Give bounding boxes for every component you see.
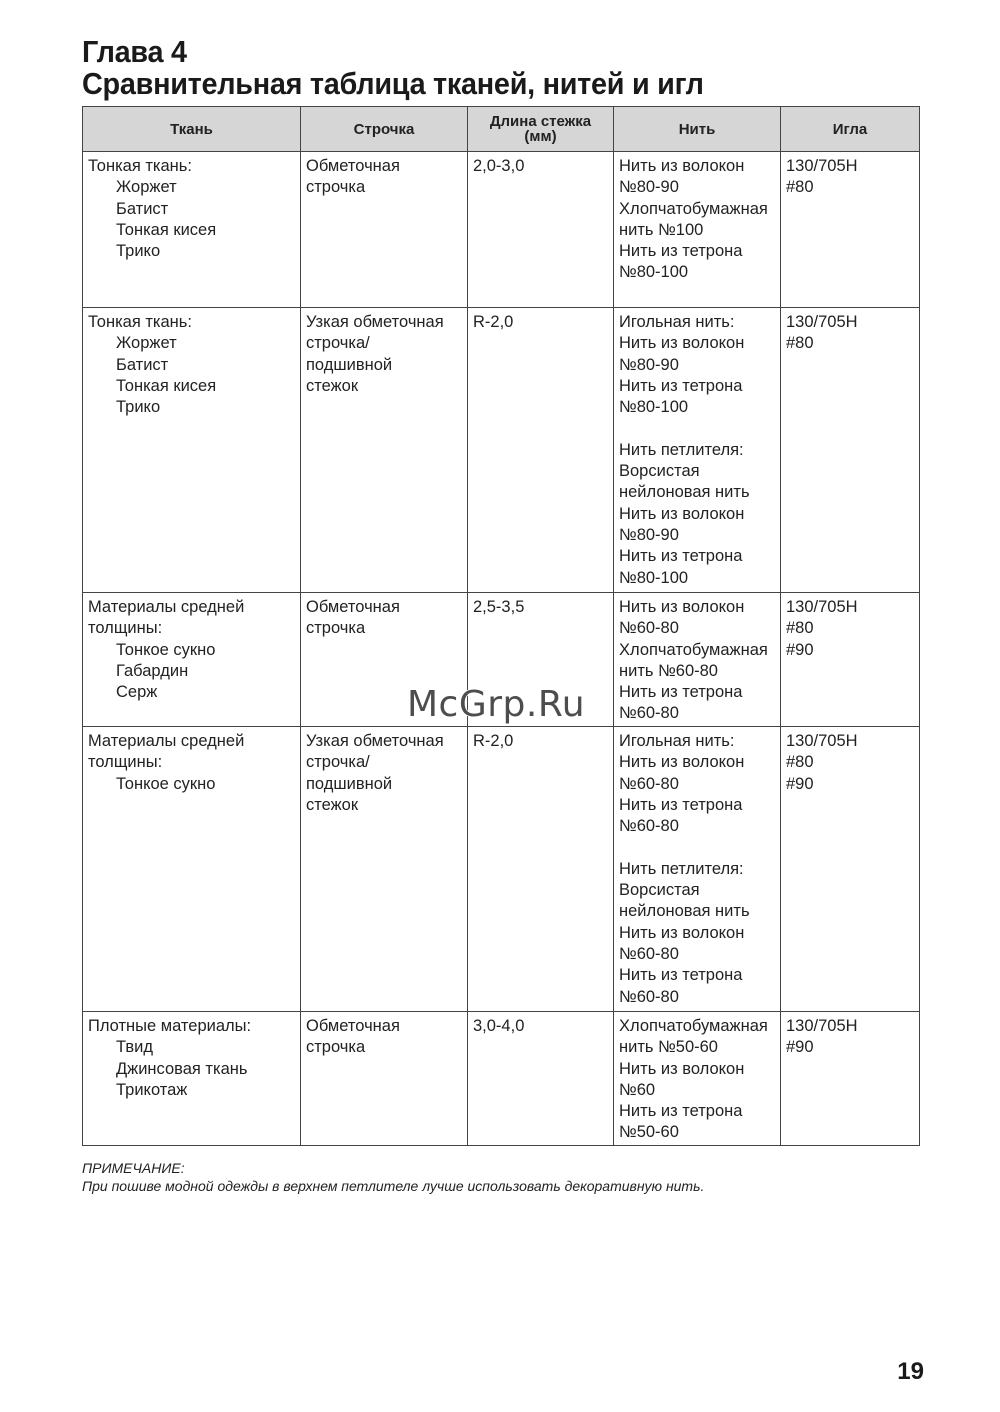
cell-needle — [781, 308, 920, 593]
header-needle: Игла — [781, 107, 920, 152]
cell-stitch — [301, 1012, 468, 1146]
cell-line: Серж — [116, 683, 158, 702]
header-stitch-length — [468, 107, 614, 152]
cell-line: Нить из волокон — [619, 753, 745, 772]
cell-line: 3,0-4,0 — [473, 1017, 525, 1035]
cell-line: №50-60 — [619, 1123, 679, 1142]
cell-line: 130/705H — [786, 1017, 858, 1035]
note-text: При пошиве модной одежды в верхнем петлителе лучше использовать декоративную нить. — [82, 1178, 705, 1194]
cell-line: #80 — [786, 178, 814, 197]
cell-line: толщины: — [88, 753, 163, 772]
header-thread: Нить — [614, 107, 781, 152]
cell-line: Узкая обметочная — [306, 313, 444, 331]
cell-line: №80-100 — [619, 568, 689, 587]
cell-line: #90 — [786, 774, 814, 793]
chapter-title: Глава 4 — [82, 34, 187, 69]
cell-line: №80-100 — [619, 398, 689, 417]
cell-fabric — [83, 152, 301, 308]
page-heading — [82, 36, 704, 100]
cell-line: Габардин — [116, 661, 189, 680]
cell-line: строчка/ — [306, 334, 370, 353]
cell-needle — [781, 1012, 920, 1146]
cell-line: 130/705H — [786, 732, 858, 750]
cell-line: Нить петлителя: — [619, 859, 744, 878]
cell-line: Нить из волокон — [619, 157, 745, 175]
watermark: McGrp.Ru — [407, 684, 586, 725]
cell-line: Жоржет — [116, 334, 177, 353]
cell-line: #90 — [786, 1038, 814, 1057]
cell-line: Нить из волокон — [619, 334, 745, 353]
cell-line: Материалы средней — [88, 598, 245, 616]
cell-line: 130/705H — [786, 598, 858, 616]
cell-fabric — [83, 727, 301, 1012]
cell-line: нейлоновая нить — [619, 483, 750, 502]
cell-needle — [781, 152, 920, 308]
cell-line: Твид — [116, 1038, 153, 1057]
cell-line: Джинсовая ткань — [116, 1059, 248, 1078]
header-fabric: Ткань — [83, 107, 301, 152]
table-row — [83, 152, 920, 308]
table-row — [83, 1012, 920, 1146]
cell-line: Нить петлителя: — [619, 440, 744, 459]
cell-thread — [614, 152, 781, 308]
cell-line: Трико — [116, 242, 161, 261]
cell-line: Игольная нить: — [619, 732, 735, 750]
cell-line: №60-80 — [619, 774, 679, 793]
cell-line — [619, 837, 776, 858]
cell-fabric — [83, 593, 301, 727]
cell-line — [619, 418, 776, 439]
cell-length — [468, 727, 614, 1012]
cell-line: #90 — [786, 640, 814, 659]
cell-line: Хлопчатобумажная — [619, 640, 768, 659]
cell-line: 130/705H — [786, 313, 858, 331]
page-number: 19 — [897, 1358, 924, 1385]
cell-line: Нить из волокон — [619, 598, 745, 616]
cell-length — [468, 152, 614, 308]
cell-line: Ворсистая — [619, 881, 700, 900]
table-row — [83, 308, 920, 593]
cell-line: #80 — [786, 334, 814, 353]
cell-line: Плотные материалы: — [88, 1017, 252, 1035]
cell-line: 2,5-3,5 — [473, 598, 525, 616]
cell-line: нейлоновая нить — [619, 902, 750, 921]
cell-line: толщины: — [88, 619, 163, 638]
cell-line: нить №60-80 — [619, 661, 718, 680]
cell-line: №80-90 — [619, 355, 679, 374]
cell-line: №60-80 — [619, 817, 679, 836]
cell-line: #80 — [786, 619, 814, 638]
header-stitch: Строчка — [301, 107, 468, 152]
table-header-row — [83, 107, 920, 152]
cell-line: стежок — [306, 795, 359, 814]
cell-stitch — [301, 152, 468, 308]
cell-line: подшивной — [306, 355, 393, 374]
cell-line: строчка — [306, 1038, 366, 1057]
cell-length — [468, 308, 614, 593]
cell-line: №60-80 — [619, 987, 679, 1006]
cell-stitch — [301, 727, 468, 1012]
cell-thread — [614, 308, 781, 593]
note — [82, 1159, 704, 1195]
cell-line: Обметочная — [306, 1017, 400, 1035]
cell-thread — [614, 593, 781, 727]
cell-line: Нить из волокон — [619, 504, 745, 523]
cell-fabric — [83, 1012, 301, 1146]
cell-line: Нить из тетрона — [619, 683, 743, 702]
cell-line: Тонкая кисея — [116, 376, 217, 395]
cell-line: Обметочная — [306, 598, 400, 616]
cell-line: Тонкое сукно — [116, 640, 216, 659]
cell-line: стежок — [306, 376, 359, 395]
cell-line: Хлопчатобумажная — [619, 1017, 768, 1035]
cell-line: Хлопчатобумажная — [619, 199, 768, 218]
cell-line: Жоржет — [116, 178, 177, 197]
cell-line: Батист — [116, 199, 169, 218]
cell-line: Обметочная — [306, 157, 400, 175]
table-row — [83, 727, 920, 1012]
cell-fabric — [83, 308, 301, 593]
cell-length — [468, 1012, 614, 1146]
cell-line: №80-90 — [619, 178, 679, 197]
cell-line: Нить из тетрона — [619, 547, 743, 566]
cell-line: Нить из волокон — [619, 1059, 745, 1078]
cell-line: Нить из тетрона — [619, 1102, 743, 1121]
cell-line: R-2,0 — [473, 732, 514, 750]
cell-line: Нить из тетрона — [619, 376, 743, 395]
cell-line: подшивной — [306, 774, 393, 793]
comparison-table — [82, 106, 920, 1146]
cell-line: строчка/ — [306, 753, 370, 772]
cell-line: строчка — [306, 619, 366, 638]
cell-line: Тонкая ткань: — [88, 157, 192, 175]
cell-line: Ворсистая — [619, 462, 700, 481]
cell-line: Нить из тетрона — [619, 795, 743, 814]
cell-line: Батист — [116, 355, 169, 374]
cell-needle — [781, 727, 920, 1012]
note-label: ПРИМЕЧАНИЕ: — [82, 1160, 185, 1176]
cell-line: Трикотаж — [116, 1080, 188, 1099]
cell-line: нить №100 — [619, 220, 704, 239]
header-stitch-length-label: Длина стежка (мм) — [489, 113, 592, 145]
cell-line: №80-90 — [619, 525, 679, 544]
cell-line: Игольная нить: — [619, 313, 735, 331]
cell-line: Нить из тетрона — [619, 242, 743, 261]
page-title: Сравнительная таблица тканей, нитей и игл — [82, 66, 704, 101]
cell-line: Тонкое сукно — [116, 774, 216, 793]
cell-line: Тонкая ткань: — [88, 313, 192, 331]
cell-line: Нить из тетрона — [619, 966, 743, 985]
cell-line: Материалы средней — [88, 732, 245, 750]
cell-thread — [614, 1012, 781, 1146]
cell-stitch — [301, 308, 468, 593]
cell-line: 130/705H — [786, 157, 858, 175]
cell-line: Тонкая кисея — [116, 220, 217, 239]
cell-line: нить №50-60 — [619, 1038, 718, 1057]
cell-line: #80 — [786, 753, 814, 772]
cell-thread — [614, 727, 781, 1012]
cell-line: R-2,0 — [473, 313, 514, 331]
cell-line: №80-100 — [619, 263, 689, 282]
cell-line: №60-80 — [619, 944, 679, 963]
cell-line: Узкая обметочная — [306, 732, 444, 750]
cell-line: строчка — [306, 178, 366, 197]
cell-line: Нить из волокон — [619, 923, 745, 942]
cell-line: Трико — [116, 398, 161, 417]
cell-line: 2,0-3,0 — [473, 157, 525, 175]
cell-line: №60 — [619, 1080, 656, 1099]
cell-line: №60-80 — [619, 619, 679, 638]
cell-needle — [781, 593, 920, 727]
cell-line: №60-80 — [619, 704, 679, 723]
